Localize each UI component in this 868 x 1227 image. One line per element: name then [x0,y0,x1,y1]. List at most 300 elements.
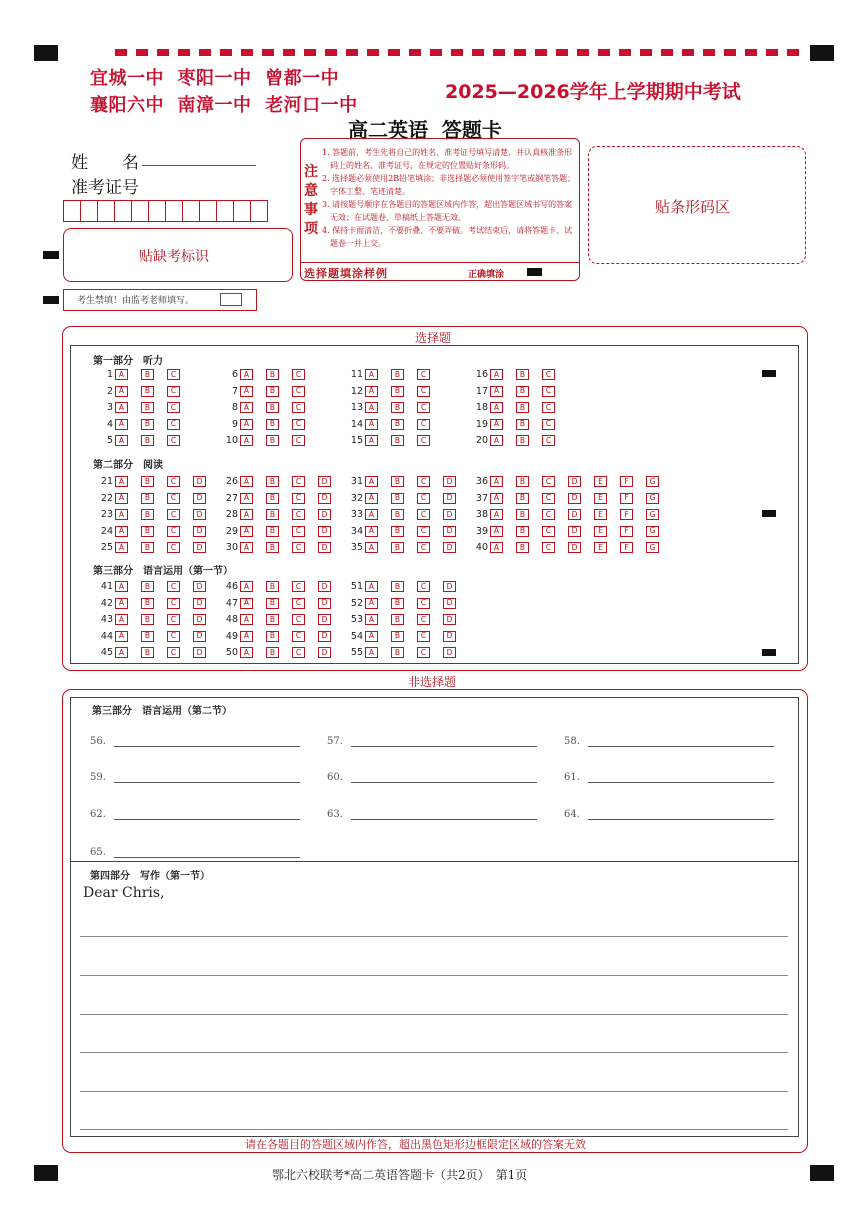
blank-59[interactable]: 59. [90,768,300,783]
option-bubble-g[interactable]: G [646,526,659,537]
option-bubble-a[interactable]: A [240,386,253,397]
option-bubble-b[interactable]: B [141,419,154,430]
blank-60[interactable]: 60. [327,768,537,783]
question-number: 2 [106,385,113,397]
option-bubble-e[interactable]: E [594,526,607,537]
option-bubble-b[interactable]: B [391,419,404,430]
option-bubble-d[interactable]: D [568,509,581,520]
registration-mark-top-right [810,45,834,61]
question-number: 38 [475,509,488,520]
option-bubble-c[interactable]: C [417,542,430,553]
question-number: 21 [100,476,113,487]
option-bubble-c[interactable]: C [417,493,430,504]
option-bubble-c[interactable]: C [292,614,305,625]
writing-line[interactable] [80,1014,788,1015]
option-bubble-c[interactable]: C [417,476,430,487]
option-bubble-b[interactable]: B [266,631,279,642]
question-number: 44 [100,630,113,642]
option-bubble-g[interactable]: G [646,509,659,520]
option-bubble-c[interactable]: C [292,493,305,504]
option-bubble-b[interactable]: B [391,614,404,625]
option-bubble-d[interactable]: D [193,526,206,537]
option-bubble-c[interactable]: C [292,402,305,413]
nonchoice-inner-frame [70,697,799,1137]
option-bubble-a[interactable]: A [240,647,253,658]
blank-56[interactable]: 56. [90,732,300,747]
option-bubble-c[interactable]: C [292,542,305,553]
school-name: 襄阳六中 [90,95,164,116]
option-bubble-b[interactable]: B [266,476,279,487]
option-bubble-a[interactable]: A [240,435,253,446]
option-bubble-d[interactable]: D [193,476,206,487]
option-bubble-c[interactable]: C [417,647,430,658]
option-bubble-a[interactable]: A [365,542,378,553]
question-number: 8 [231,402,238,413]
option-bubble-a[interactable]: A [240,526,253,537]
option-bubble-c[interactable]: C [292,435,305,446]
option-bubble-b[interactable]: B [141,402,154,413]
option-bubble-b[interactable]: B [141,493,154,504]
part3b-label: 第三部分 语言运用（第二节） [92,706,232,717]
option-bubble-b[interactable]: B [391,386,404,397]
option-bubble-g[interactable]: G [646,493,659,504]
option-bubble-b[interactable]: B [391,631,404,642]
option-bubble-d[interactable]: D [443,526,456,537]
option-bubble-d[interactable]: D [318,509,331,520]
option-bubble-d[interactable]: D [318,581,331,592]
option-bubble-c[interactable]: C [292,476,305,487]
option-bubble-b[interactable]: B [391,542,404,553]
option-bubble-c[interactable]: C [292,526,305,537]
option-bubble-c[interactable]: C [167,369,180,380]
option-bubble-d[interactable]: D [318,614,331,625]
option-bubble-a[interactable]: A [490,386,503,397]
option-bubble-b[interactable]: B [266,509,279,520]
option-bubble-d[interactable]: D [193,542,206,553]
option-bubble-d[interactable]: D [568,526,581,537]
option-bubble-c[interactable]: C [167,435,180,446]
option-bubble-a[interactable]: A [115,369,128,380]
option-bubble-a[interactable]: A [365,419,378,430]
option-bubble-c[interactable]: C [167,614,180,625]
option-bubble-a[interactable]: A [115,614,128,625]
option-bubble-b[interactable]: B [141,598,154,609]
option-bubble-c[interactable]: C [292,369,305,380]
option-bubble-c[interactable]: C [542,369,555,380]
option-bubble-b[interactable]: B [141,631,154,642]
question-number: 35 [350,542,363,553]
option-bubble-a[interactable]: A [365,435,378,446]
option-bubble-b[interactable]: B [391,598,404,609]
option-bubble-c[interactable]: C [167,419,180,430]
question-number: 11 [350,369,363,380]
blank-58[interactable]: 58. [564,732,774,747]
option-bubble-d[interactable]: D [443,647,456,658]
option-bubble-b[interactable]: B [266,542,279,553]
option-bubble-a[interactable]: A [240,542,253,553]
option-bubble-b[interactable]: B [266,647,279,658]
option-bubble-c[interactable]: C [292,631,305,642]
exam-id-cells[interactable] [63,200,268,222]
option-bubble-a[interactable]: A [365,386,378,397]
option-bubble-f[interactable]: F [620,493,633,504]
option-bubble-b[interactable]: B [516,476,529,487]
question-number: 16 [475,369,488,380]
question-23 [85,508,219,521]
writing-line[interactable] [80,1052,788,1053]
option-bubble-d[interactable]: D [443,542,456,553]
option-bubble-d[interactable]: D [193,581,206,592]
option-bubble-a[interactable]: A [115,386,128,397]
id-digit-cell[interactable] [80,200,97,222]
option-bubble-b[interactable]: B [516,509,529,520]
option-bubble-d[interactable]: D [318,526,331,537]
id-digit-cell[interactable] [63,200,80,222]
question-number: 53 [350,614,363,625]
option-bubble-c[interactable]: C [417,631,430,642]
question-44 [85,630,219,643]
option-bubble-b[interactable]: B [266,614,279,625]
option-bubble-c[interactable]: C [417,581,430,592]
option-bubble-d[interactable]: D [318,598,331,609]
option-bubble-a[interactable]: A [365,647,378,658]
blank-63[interactable]: 63. [327,805,537,820]
question-20 [460,434,568,447]
option-bubble-a[interactable]: A [115,647,128,658]
question-number: 43 [100,614,113,625]
option-bubble-b[interactable]: B [266,598,279,609]
option-bubble-f[interactable]: F [620,509,633,520]
option-bubble-a[interactable]: A [365,509,378,520]
option-bubble-d[interactable]: D [443,581,456,592]
option-bubble-b[interactable]: B [391,493,404,504]
question-number: 32 [350,492,363,504]
writing-line[interactable] [80,1129,788,1130]
option-bubble-c[interactable]: C [167,386,180,397]
writing-line[interactable] [80,1091,788,1092]
option-bubble-a[interactable]: A [240,631,253,642]
option-bubble-c[interactable]: C [167,509,180,520]
blank-62[interactable]: 62. [90,805,300,820]
option-bubble-b[interactable]: B [266,369,279,380]
blank-65[interactable]: 65. [90,843,300,858]
option-bubble-c[interactable]: C [542,509,555,520]
option-bubble-c[interactable]: C [417,614,430,625]
option-bubble-d[interactable]: D [318,542,331,553]
question-46 [210,580,344,593]
id-digit-cell[interactable] [148,200,165,222]
option-bubble-a[interactable]: A [365,614,378,625]
option-bubble-c[interactable]: C [542,493,555,504]
option-bubble-a[interactable]: A [115,542,128,553]
option-bubble-c[interactable]: C [167,526,180,537]
option-bubble-d[interactable]: D [443,509,456,520]
option-bubble-d[interactable]: D [193,647,206,658]
option-bubble-c[interactable]: C [292,419,305,430]
option-bubble-a[interactable]: A [490,369,503,380]
name-label: 姓 名 [71,153,139,173]
option-bubble-a[interactable]: A [490,476,503,487]
blank-61[interactable]: 61. [564,768,774,783]
option-bubble-a[interactable]: A [490,542,503,553]
option-bubble-a[interactable]: A [365,526,378,537]
question-27 [210,492,344,505]
question-16 [460,368,568,381]
question-30 [210,541,344,554]
option-bubble-d[interactable]: D [443,476,456,487]
option-bubble-c[interactable]: C [417,369,430,380]
option-bubble-c[interactable]: C [292,581,305,592]
option-bubble-a[interactable]: A [365,581,378,592]
option-bubble-a[interactable]: A [365,493,378,504]
option-bubble-b[interactable]: B [516,493,529,504]
name-underline[interactable] [142,165,256,166]
question-48 [210,613,344,626]
option-bubble-c[interactable]: C [292,386,305,397]
option-bubble-d[interactable]: D [568,476,581,487]
option-bubble-c[interactable]: C [417,419,430,430]
option-bubble-b[interactable]: B [266,493,279,504]
option-bubble-e[interactable]: E [594,493,607,504]
option-bubble-c[interactable]: C [167,598,180,609]
option-bubble-d[interactable]: D [443,493,456,504]
question-number: 54 [350,630,363,642]
option-bubble-c[interactable]: C [167,631,180,642]
option-bubble-c[interactable]: C [542,542,555,553]
question-number: 31 [350,476,363,487]
option-bubble-a[interactable]: A [490,402,503,413]
option-bubble-c[interactable]: C [417,598,430,609]
option-bubble-a[interactable]: A [240,598,253,609]
question-5 [85,434,193,447]
option-bubble-d[interactable]: D [193,614,206,625]
option-bubble-b[interactable]: B [391,369,404,380]
option-bubble-b[interactable]: B [391,509,404,520]
option-bubble-a[interactable]: A [365,402,378,413]
option-bubble-a[interactable]: A [490,509,503,520]
question-number: 29 [225,525,238,537]
school-name: 南漳一中 [177,95,252,116]
option-bubble-b[interactable]: B [391,526,404,537]
option-bubble-b[interactable]: B [516,402,529,413]
question-12 [335,385,443,398]
option-bubble-b[interactable]: B [141,542,154,553]
option-bubble-b[interactable]: B [141,435,154,446]
option-bubble-a[interactable]: A [240,614,253,625]
option-bubble-d[interactable]: D [318,647,331,658]
option-bubble-b[interactable]: B [141,386,154,397]
choice-section-title: 选择题 [411,329,455,346]
option-bubble-b[interactable]: B [266,435,279,446]
option-bubble-e[interactable]: E [594,542,607,553]
question-number: 26 [225,476,238,487]
option-bubble-b[interactable]: B [391,647,404,658]
option-bubble-a[interactable]: A [365,476,378,487]
option-bubble-b[interactable]: B [391,581,404,592]
id-digit-cell[interactable] [250,200,268,222]
option-bubble-c[interactable]: C [167,647,180,658]
option-bubble-d[interactable]: D [443,598,456,609]
option-bubble-b[interactable]: B [141,476,154,487]
timing-mark [762,510,776,517]
option-bubble-a[interactable]: A [115,526,128,537]
option-bubble-b[interactable]: B [266,419,279,430]
option-bubble-a[interactable]: A [240,509,253,520]
absent-fill-box[interactable] [220,293,242,306]
question-number: 39 [475,525,488,537]
option-bubble-d[interactable]: D [193,509,206,520]
id-digit-cell[interactable] [216,200,233,222]
option-bubble-c[interactable]: C [417,526,430,537]
option-bubble-c[interactable]: C [417,386,430,397]
option-bubble-c[interactable]: C [417,435,430,446]
option-bubble-c[interactable]: C [167,476,180,487]
option-bubble-c[interactable]: C [292,509,305,520]
option-bubble-a[interactable]: A [365,598,378,609]
option-bubble-b[interactable]: B [391,476,404,487]
option-bubble-a[interactable]: A [115,419,128,430]
option-bubble-c[interactable]: C [292,647,305,658]
option-bubble-a[interactable]: A [115,509,128,520]
option-bubble-b[interactable]: B [141,526,154,537]
option-bubble-c[interactable]: C [167,493,180,504]
option-bubble-c[interactable]: C [417,509,430,520]
option-bubble-b[interactable]: B [141,509,154,520]
school-name: 曾都一中 [265,68,340,89]
question-number: 14 [350,418,363,430]
option-bubble-d[interactable]: D [568,542,581,553]
option-bubble-a[interactable]: A [365,631,378,642]
option-bubble-b[interactable]: B [516,419,529,430]
option-bubble-a[interactable]: A [240,369,253,380]
question-number: 27 [225,492,238,504]
option-bubble-a[interactable]: A [115,493,128,504]
option-bubble-a[interactable]: A [490,435,503,446]
question-number: 46 [225,581,238,592]
option-bubble-c[interactable]: C [542,402,555,413]
option-bubble-b[interactable]: B [391,435,404,446]
timing-mark [762,370,776,377]
option-bubble-a[interactable]: A [490,419,503,430]
id-digit-cell[interactable] [165,200,182,222]
option-bubble-a[interactable]: A [240,493,253,504]
question-6 [210,368,318,381]
question-number: 34 [350,525,363,537]
question-22 [85,492,219,505]
option-bubble-b[interactable]: B [516,369,529,380]
option-bubble-d[interactable]: D [318,631,331,642]
option-bubble-e[interactable]: E [594,509,607,520]
id-digit-cell[interactable] [114,200,131,222]
id-digit-cell[interactable] [97,200,114,222]
question-41 [85,580,219,593]
option-bubble-d[interactable]: D [443,631,456,642]
option-bubble-b[interactable]: B [141,647,154,658]
option-bubble-b[interactable]: B [141,581,154,592]
option-bubble-c[interactable]: C [542,435,555,446]
id-digit-cell[interactable] [131,200,148,222]
option-bubble-c[interactable]: C [542,386,555,397]
question-number: 7 [231,385,238,397]
question-49 [210,630,344,643]
option-bubble-a[interactable]: A [365,369,378,380]
option-bubble-a[interactable]: A [115,402,128,413]
option-bubble-b[interactable]: B [266,526,279,537]
option-bubble-g[interactable]: G [646,542,659,553]
id-digit-cell[interactable] [199,200,216,222]
option-bubble-d[interactable]: D [193,493,206,504]
option-bubble-a[interactable]: A [490,526,503,537]
notes-list [322,146,576,250]
option-bubble-a[interactable]: A [240,476,253,487]
option-bubble-d[interactable]: D [193,598,206,609]
writing-line[interactable] [80,975,788,976]
writing-line[interactable] [80,936,788,937]
option-bubble-b[interactable]: B [516,542,529,553]
option-bubble-b[interactable]: B [266,581,279,592]
question-number: 20 [475,435,488,446]
blank-64[interactable]: 64. [564,805,774,820]
option-bubble-b[interactable]: B [141,369,154,380]
option-bubble-g[interactable]: G [646,476,659,487]
option-bubble-d[interactable]: D [443,614,456,625]
option-bubble-a[interactable]: A [240,402,253,413]
option-bubble-a[interactable]: A [115,435,128,446]
id-digit-cell[interactable] [182,200,199,222]
option-bubble-d[interactable]: D [568,493,581,504]
school-name: 老河口一中 [265,95,358,116]
option-bubble-a[interactable]: A [115,476,128,487]
option-bubble-a[interactable]: A [240,581,253,592]
option-bubble-f[interactable]: F [620,542,633,553]
option-bubble-a[interactable]: A [240,419,253,430]
option-bubble-d[interactable]: D [318,493,331,504]
option-bubble-a[interactable]: A [115,598,128,609]
option-bubble-b[interactable]: B [141,614,154,625]
blank-57[interactable]: 57. [327,732,537,747]
option-bubble-c[interactable]: C [542,476,555,487]
option-bubble-c[interactable]: C [167,581,180,592]
option-bubble-c[interactable]: C [417,402,430,413]
option-bubble-b[interactable]: B [266,402,279,413]
school-name: 宜城一中 [90,68,164,89]
option-bubble-a[interactable]: A [115,581,128,592]
option-bubble-c[interactable]: C [292,598,305,609]
option-bubble-f[interactable]: F [620,476,633,487]
id-digit-cell[interactable] [233,200,250,222]
option-bubble-b[interactable]: B [516,526,529,537]
question-17 [460,385,568,398]
option-bubble-f[interactable]: F [620,526,633,537]
option-bubble-b[interactable]: B [516,386,529,397]
option-bubble-a[interactable]: A [115,631,128,642]
option-bubble-d[interactable]: D [193,631,206,642]
fill-sample-label: 选择题填涂样例 [304,267,388,280]
option-bubble-a[interactable]: A [490,493,503,504]
option-bubble-b[interactable]: B [516,435,529,446]
option-bubble-c[interactable]: C [167,402,180,413]
schools-row-2 [90,91,358,117]
option-bubble-b[interactable]: B [266,386,279,397]
question-25 [85,541,219,554]
option-bubble-b[interactable]: B [391,402,404,413]
option-bubble-c[interactable]: C [167,542,180,553]
option-bubble-e[interactable]: E [594,476,607,487]
option-bubble-c[interactable]: C [542,526,555,537]
option-bubble-c[interactable]: C [542,419,555,430]
school-name: 枣阳一中 [177,68,252,89]
option-bubble-d[interactable]: D [318,476,331,487]
